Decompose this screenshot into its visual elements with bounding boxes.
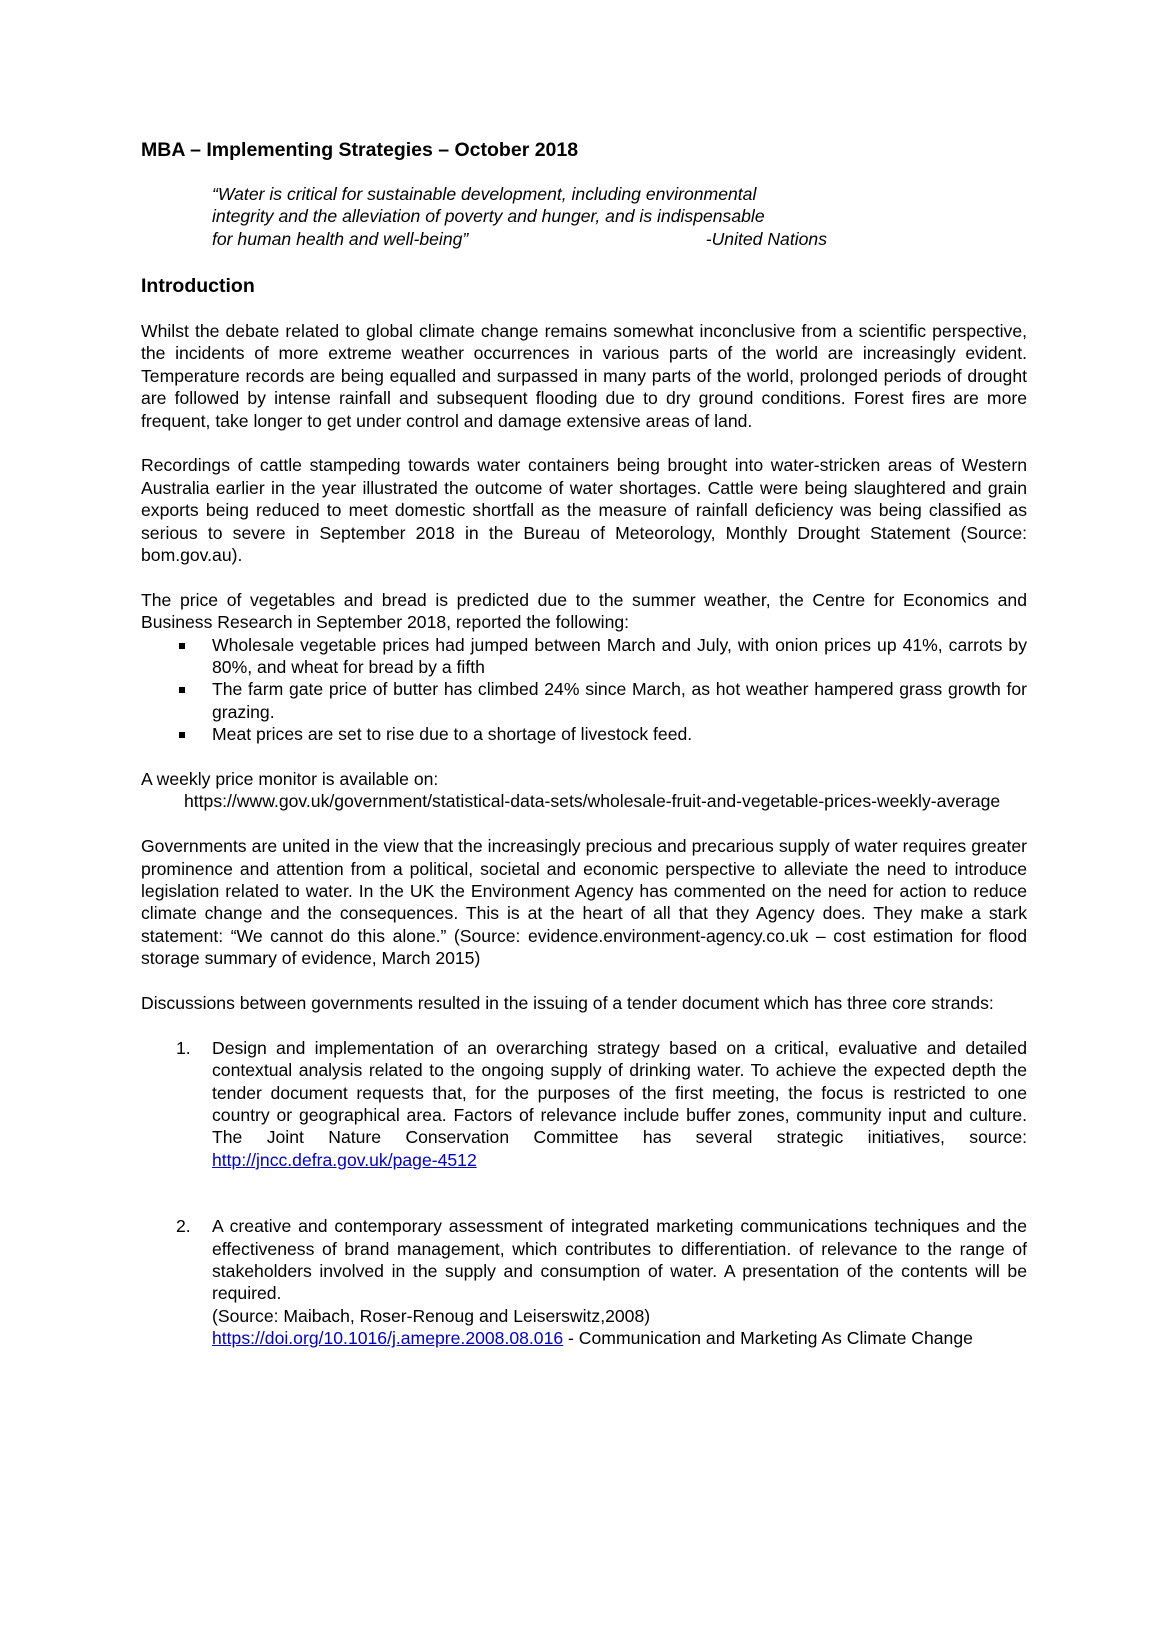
document-title: MBA – Implementing Strategies – October 2018 [141,139,579,161]
monitor-url: https://www.gov.uk/government/statistical-data-sets/wholesale-fruit-and-vegetable-prices-weekly-average [184,791,1001,812]
jncc-link[interactable]: http://jncc.defra.gov.uk/page-4512 [212,1149,477,1170]
price-bullet-list [141,634,1027,746]
paragraph-tender: Discussions between governments resulted in the issuing of a tender document which has three core strands: [141,993,994,1013]
paragraph-governments: Governments are united in the view that the increasingly precious and precarious supply of water requires greater prominence and attention from a political, societal and economic perspective to alleviate the need to introduce legislation related to water. In the UK the Environment Agency has commented on the need for action to reduce climate change and the consequences. This is at the heart of all that they Agency does. They make a stark statement: “We cannot do this alone.” (Source: evidence.environment-agency.co.uk – cost estimation for flood storage summary of evidence, March 2015) [141,836,1027,969]
introduction-heading: Introduction [141,274,255,297]
bullet-item: Wholesale vegetable prices had jumped between March and July, with onion prices up 41%, carrots by 80%, and wheat for bread by a fifth [141,634,1027,679]
document-page [141,138,1027,1350]
monitor-intro: A weekly price monitor is available on: [141,768,439,789]
strand-text: A creative and contemporary assessment of integrated marketing communications techniques and the effectiveness of brand management, which contributes to differentiation. of relevance to the range of stakeholders involved in the supply and consumption of water. A presentation of the contents will be required. [212,1216,1027,1304]
bullet-item: Meat prices are set to rise due to a shortage of livestock feed. [141,723,1027,745]
paragraph-climate: Whilst the debate related to global climate change remains somewhat inconclusive from a scientific perspective, the incidents of more extreme weather occurrences in various parts of the world are increasingly evident. Temperature records are being equalled and surpassed in many parts of the world, prolonged periods of drought are followed by intense rainfall and subsequent flooding due to dry ground conditions. Forest fires are more frequent, take longer to get under control and damage extensive areas of land. [141,320,1027,431]
doi-link-suffix: - Communication and Marketing As Climate Change [563,1328,973,1349]
strand-item-2 [141,1215,1027,1349]
tender-strand-list [141,1037,1027,1350]
quote-line-3-row [212,228,827,250]
bullet-marker-icon [179,643,185,649]
paragraph-cattle: Recordings of cattle stampeding towards water containers being brought into water-stricken areas of Western Australia earlier in the year illustrated the outcome of water shortages. Cattle were being slaughtered and grain exports being reduced to meet domestic shortfall as the measure of rainfall deficiency was being classified as serious to severe in September 2018 in the Bureau of Meteorology, Monthly Drought Statement (Source: bom.gov.au). [141,455,1027,565]
strand-number: 1. [176,1037,191,1058]
strand-item-1 [141,1037,1027,1171]
quote-line-1: “Water is critical for sustainable development, including environmental [212,184,757,204]
strand-number: 2. [176,1216,191,1237]
quote-attribution: -United Nations [705,228,827,249]
un-quote [212,183,827,250]
bullet-marker-icon [179,732,185,738]
quote-line-3: for human health and well-being” [212,228,469,249]
strand-source: (Source: Maibach, Roser-Renoug and Leiserswitz,2008) [212,1305,651,1326]
bullet-marker-icon [179,687,185,693]
quote-line-2: integrity and the alleviation of poverty and hunger, and is indispensable [212,206,765,227]
paragraph-prices: The price of vegetables and bread is predicted due to the summer weather, the Centre for Economics and Business Research in September 2018, reported the following: [141,589,1027,633]
strand-text: Design and implementation of an overarching strategy based on a critical, evaluative and detailed contextual analysis related to the ongoing supply of drinking water. To achieve the expected depth the tender document requests that, for the purposes of the first meeting, the focus is restricted to one country or geographical area. Factors of relevance include buffer zones, community input and culture. The Joint Nature Conservation Committee has several strategic initiatives, source: [212,1037,1027,1148]
bullet-item: The farm gate price of butter has climbed 24% since March, as hot weather hampered grass growth for grazing. [141,678,1027,723]
doi-link[interactable]: https://doi.org/10.1016/j.amepre.2008.08.016 [212,1328,564,1349]
